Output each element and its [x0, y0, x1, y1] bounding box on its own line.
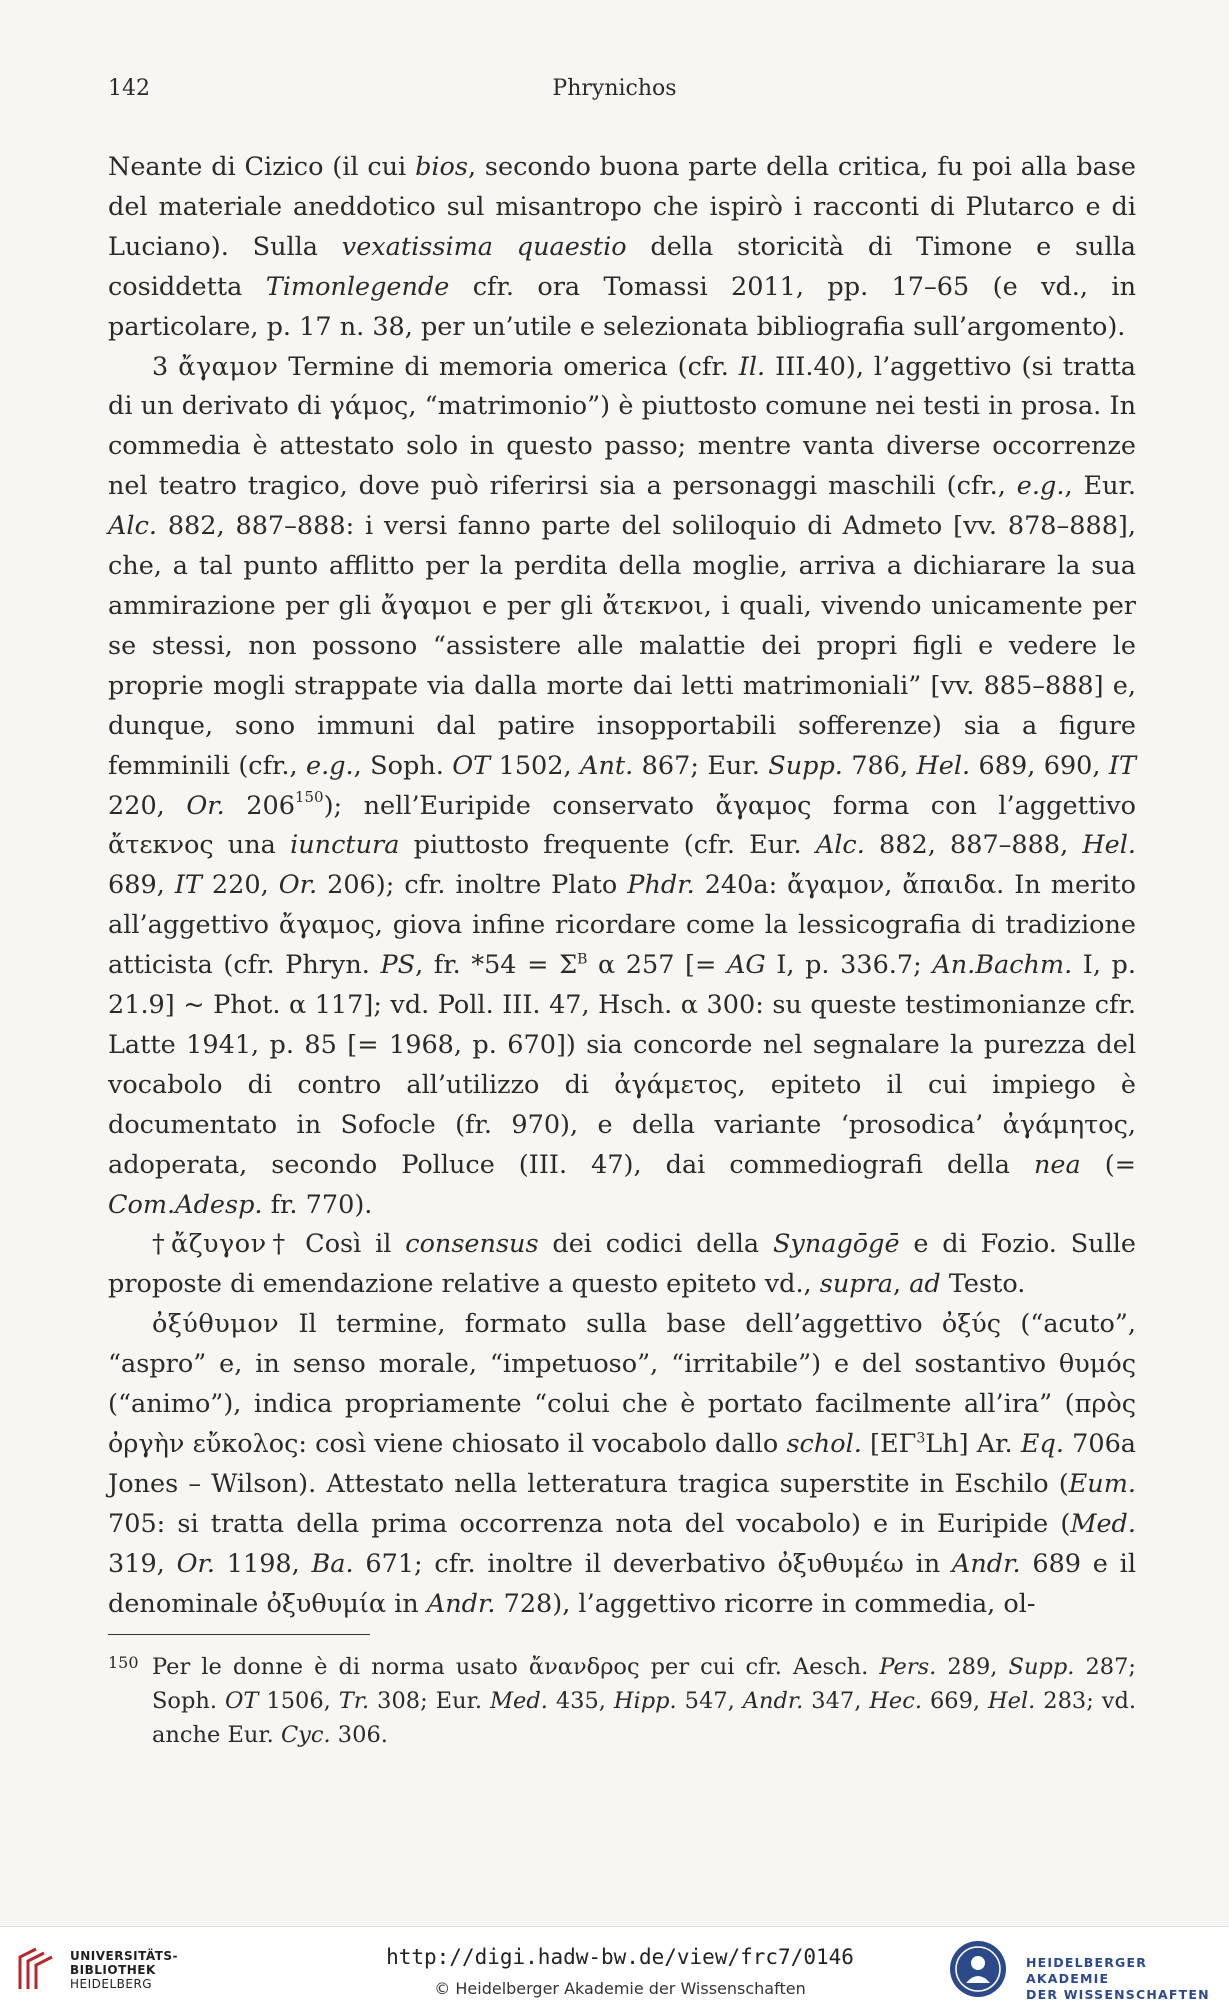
- text-run: dei codici della: [538, 1229, 773, 1260]
- italic-run: bios: [415, 152, 468, 182]
- text-run: 287; Soph.: [152, 1654, 1136, 1714]
- text-run: , Soph.: [353, 750, 453, 781]
- text-run: 220,: [201, 870, 279, 901]
- italic-run: PS: [380, 950, 416, 981]
- lemma: ἄγαμον: [178, 351, 279, 382]
- text-run: , secondo buona parte della critica, fu poi alla base del materiale aneddotico sul misantropo che ispirò i racconti di Plutarco e di Luciano). Sulla: [108, 152, 1136, 262]
- text-run: Per le donne è di norma usato ἄνανδρος per cui cfr. Aesch.: [152, 1654, 880, 1680]
- text-run: Il termine, formato sulla base dell’aggettivo ὀξύς (“acuto”, “aspro” e, in senso morale, “impetuoso”, “irritabile”) e del sostantivo θυμός (“animo”), indica propriamente “colui che è portato facilmente all’ira” (πρὸς ὀργὴν εὔκολος: così viene chiosato il vocabolo dallo: [108, 1309, 1136, 1459]
- paragraph-3: [108, 1225, 1136, 1305]
- academy-seal-icon: [948, 1939, 1008, 1999]
- text-run: I, p. 21.9] ~ Phot. α 117]; vd. Poll. III. 47, Hsch. α 300: su queste testimonianze cfr. Latte 1941, p. 85 [= 1968, p. 670]) sia concorde nel segnalare la purezza del vocabolo di contro all’utilizzo di ἀγάμετος, epiteto il cui impiego è documentato in Sofocle (fr. 970), e della variante ‘prosodica’ ἀγάμητος, adoperata, secondo Polluce (III. 47), dai commediografi della: [108, 950, 1136, 1180]
- italic-run: Hel.: [916, 750, 971, 781]
- text-run: Così il: [291, 1229, 406, 1260]
- italic-run: Eq.: [1020, 1429, 1064, 1459]
- text-run: Neante di Cizico (il cui: [108, 152, 416, 182]
- italic-run: IT: [1108, 750, 1137, 781]
- footnote-text: [152, 1650, 1136, 1752]
- italic-run: supra: [819, 1269, 894, 1300]
- lemma: †ἄζυγον†: [152, 1229, 292, 1260]
- academy-name: [1026, 1955, 1229, 2003]
- italic-run: Supp.: [768, 750, 843, 781]
- academy-name-line: DER WISSENSCHAFTEN: [1026, 1987, 1210, 2002]
- library-name-line: HEIDELBERG: [70, 1977, 153, 1991]
- text-run: 786,: [842, 750, 917, 781]
- italic-run: Or.: [278, 870, 318, 901]
- superscript: B: [577, 951, 588, 968]
- italic-run: Supp.: [1008, 1654, 1075, 1680]
- text-run: 308; Eur.: [369, 1688, 490, 1714]
- text-run: 435,: [547, 1688, 614, 1714]
- text-run: 1506,: [258, 1688, 339, 1714]
- text-run: Termine di memoria omerica (cfr.: [278, 351, 739, 382]
- line-number: 3: [152, 351, 169, 382]
- italic-run: Phdr.: [627, 870, 695, 901]
- text-run: 867; Eur.: [633, 750, 769, 781]
- text-run: 283; vd. anche Eur.: [152, 1688, 1137, 1748]
- italic-run: e.g.: [306, 750, 354, 781]
- text-run: della storicità di Timone e sulla cosiddetta: [108, 231, 1136, 302]
- text-run: III.40), l’aggettivo (si tratta di un derivato di γάμος, “matrimonio”) è piuttosto comune nei testi in prosa. In commedia è attestato solo in questo passo; mentre vanta diverse occorrenze nel teatro tragico, dove può riferirsi sia a personaggi maschili (cfr.,: [108, 351, 1137, 502]
- italic-run: nea: [1033, 1149, 1081, 1180]
- italic-run: Tr.: [338, 1688, 370, 1714]
- italic-run: consensus: [405, 1229, 539, 1260]
- permalink-url[interactable]: http://digi.hadw-bw.de/view/frc7/0146: [386, 1945, 854, 1969]
- university-library-logo-icon: [14, 1945, 64, 1993]
- text-run: 705: si tratta della prima occorrenza nota del vocabolo) e in Euripide (: [108, 1508, 1071, 1539]
- italic-run: Ant.: [580, 750, 634, 781]
- italic-run: Alc.: [108, 511, 157, 542]
- text-run: 306.: [330, 1722, 388, 1748]
- italic-run: IT: [174, 870, 202, 901]
- text-run: 1502,: [490, 750, 581, 781]
- text-run: 689 e il denominale ὀξυθυμία in: [108, 1548, 1136, 1619]
- text-run: 206); cfr. inoltre Plato: [317, 870, 628, 901]
- text-run: 689,: [108, 870, 175, 901]
- text-run: 1198,: [214, 1548, 312, 1579]
- italic-run: schol.: [786, 1429, 862, 1459]
- italic-run: Il.: [738, 351, 766, 382]
- text-run: 669,: [922, 1688, 989, 1714]
- footnote-number: 150: [108, 1653, 139, 1672]
- italic-run: Pers.: [879, 1654, 937, 1680]
- text-run: fr. 770).: [262, 1189, 373, 1220]
- italic-run: Alc.: [815, 830, 865, 861]
- italic-run: OT: [224, 1688, 259, 1714]
- text-run: ); nell’Euripide conservato ἄγαμος forma con l’aggettivo ἄτεκνος una: [108, 790, 1136, 861]
- text-run: Testo.: [940, 1269, 1026, 1300]
- text-run: Lh] Ar.: [925, 1429, 1021, 1459]
- superscript: 3: [916, 1430, 926, 1447]
- university-library-name: [70, 1949, 178, 1991]
- page-number: 142: [108, 76, 150, 101]
- text-run: 882, 887–888,: [864, 830, 1083, 861]
- italic-run: Synagōgē: [772, 1229, 900, 1260]
- italic-run: e.g.: [1016, 471, 1065, 502]
- text-run: I, p. 336.7;: [765, 950, 933, 981]
- italic-run: An.Bachm.: [932, 950, 1073, 981]
- text-run: piuttosto frequente (cfr. Eur.: [399, 830, 816, 861]
- italic-run: Or.: [176, 1548, 215, 1579]
- text-run: 240a: ἄγαμον, ἄπαιδα. In merito all’aggettivo ἄγαμος, giova infine ricordare come la lessicografia di tradizione atticista (cfr. Phryn.: [108, 870, 1137, 981]
- text-run: , fr. *54 = Σ: [415, 950, 578, 981]
- italic-run: vexatissima quaestio: [341, 231, 627, 262]
- lemma: ὀξύθυμον: [152, 1309, 280, 1340]
- paragraph-1: [108, 148, 1136, 348]
- academy-name-line: HEIDELBERGER AKADEMIE: [1026, 1955, 1148, 1986]
- italic-run: Hel.: [1082, 830, 1136, 861]
- italic-run: Hec.: [869, 1688, 923, 1714]
- footnote-separator: [108, 1634, 370, 1635]
- italic-run: AG: [726, 950, 766, 981]
- italic-run: OT: [452, 750, 491, 781]
- text-run: cfr. ora Tomassi 2011, pp. 17–65 (e vd., in particolare, p. 17 n. 38, per un’utile e selezionata bibliografia sull’argomento).: [108, 271, 1136, 342]
- copyright-notice: © Heidelberger Akademie der Wissenschaften: [434, 1979, 806, 1998]
- text-run: 347,: [803, 1688, 870, 1714]
- italic-run: Med.: [489, 1688, 548, 1714]
- text-run: 319,: [108, 1548, 177, 1579]
- italic-run: Ba.: [311, 1548, 354, 1579]
- text-run: 547,: [676, 1688, 743, 1714]
- text-run: 689, 690,: [970, 750, 1109, 781]
- library-name-line: BIBLIOTHEK: [70, 1963, 156, 1977]
- text-run: 706a Jones – Wilson). Attestato nella letteratura tragica superstite in Eschilo (: [108, 1429, 1136, 1499]
- italic-run: Andr.: [951, 1548, 1021, 1579]
- italic-run: Andr.: [426, 1588, 496, 1619]
- viewer-footer: [0, 1926, 1229, 2013]
- text-run: e di Fozio. Sulle proposte di emendazione relative a questo epiteto vd.,: [108, 1229, 1137, 1300]
- text-run: 220,: [108, 790, 187, 821]
- italic-run: Or.: [186, 790, 225, 821]
- italic-run: Andr.: [742, 1688, 804, 1714]
- italic-run: Hel.: [988, 1688, 1036, 1714]
- italic-run: Hipp.: [613, 1688, 677, 1714]
- italic-run: Timonlegende: [265, 271, 450, 302]
- italic-run: Eum.: [1068, 1468, 1136, 1499]
- main-text: [108, 148, 1136, 1625]
- text-run: (=: [1080, 1149, 1137, 1180]
- paragraph-2: [108, 348, 1136, 1226]
- text-run: [ΕΓ: [861, 1429, 917, 1459]
- italic-run: ad: [909, 1269, 941, 1300]
- italic-run: Com.Adesp.: [108, 1189, 263, 1220]
- text-run: 289,: [936, 1654, 1009, 1680]
- italic-run: Cyc.: [280, 1722, 331, 1748]
- text-run: 671; cfr. inoltre il deverbativo ὀξυθυμέω in: [353, 1548, 952, 1579]
- paragraph-4: [108, 1305, 1136, 1624]
- text-run: , Eur.: [1064, 471, 1136, 502]
- text-run: α 257 [=: [587, 950, 727, 981]
- text-run: 728), l’aggettivo ricorre in commedia, ol-: [495, 1588, 1036, 1619]
- italic-run: Med.: [1070, 1508, 1136, 1539]
- running-head: Phrynichos: [552, 76, 677, 101]
- italic-run: iunctura: [290, 830, 400, 861]
- text-run: 882, 887–888: i versi fanno parte del soliloquio di Admeto [vv. 878–888], che, a tal punto afflitto per la perdita della moglie, arriva a dichiarare la sua ammirazione per gli ἄγαμοι e per gli ἄτεκνοι, i quali, vivendo unicamente per se stessi, non possono “assistere alle malattie dei propri figli e vedere le proprie mogli strappate via dalla morte dai letti matrimoniali” [vv. 885–888] e, dunque, sono immuni dal patire insopportabili sofferenze) sia a figure femminili (cfr.,: [108, 511, 1136, 781]
- footnote-reference[interactable]: 150: [294, 788, 324, 806]
- text-run: 206: [224, 790, 295, 821]
- footnote-150: [108, 1650, 1136, 1752]
- text-run: ,: [893, 1269, 910, 1300]
- page-header: [108, 74, 1121, 104]
- library-name-line: UNIVERSITÄTS-: [70, 1949, 179, 1963]
